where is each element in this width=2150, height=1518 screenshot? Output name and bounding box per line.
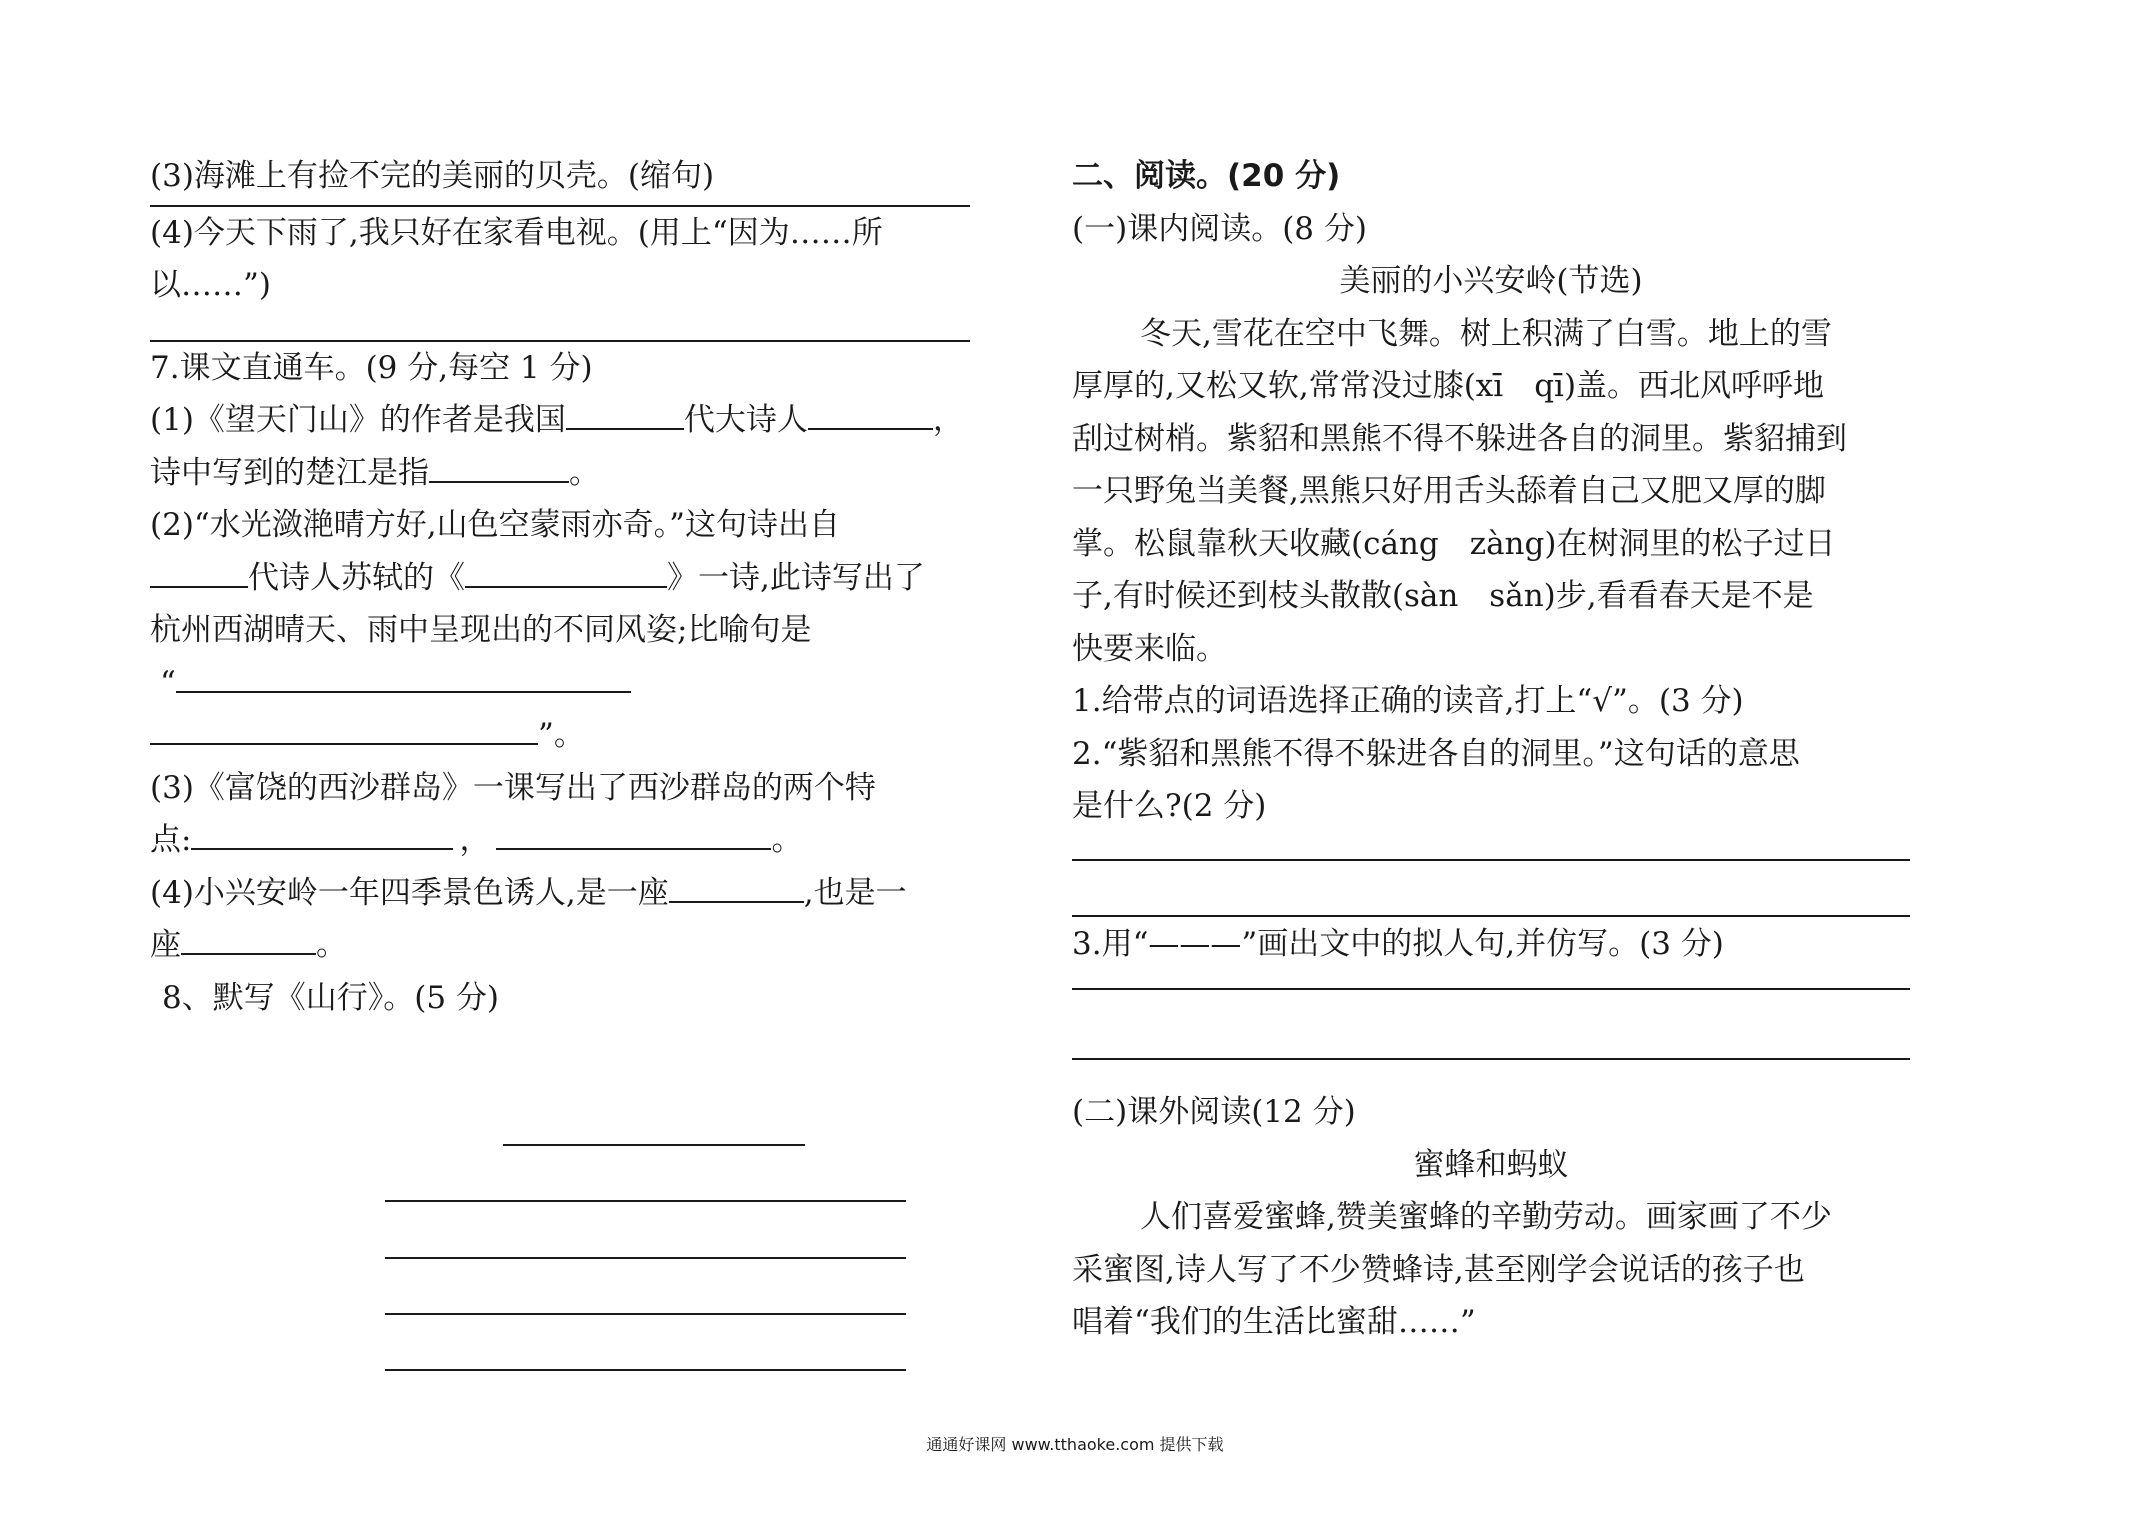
q7-2-text-f: ”。	[538, 717, 585, 753]
q7-4-text-a: (4)小兴安岭一年四季景色诱人,是一座	[150, 874, 669, 911]
q7-1-blank-dynasty	[566, 398, 684, 430]
reading-q2-b: 是什么?(2 分)	[1072, 788, 1267, 824]
q8-poem-title-line	[503, 1144, 805, 1146]
reading-q2-answer-line-1	[1072, 857, 1910, 861]
q7-2-text-b: 代诗人苏轼的《	[248, 559, 465, 596]
q7-1-text-d: 诗中写到的楚江是指	[150, 454, 429, 491]
passage1-line: 子,有时候还到枝头散散(sàn sǎn)步,看看春天是不是	[1072, 578, 1814, 614]
footer-credit: 通通好课网 www.tthaoke.com 提供下载	[926, 1435, 1224, 1454]
right-column	[1072, 150, 1910, 1349]
reading-q2-a: 2.“紫貂和黑熊不得不躲进各自的洞里。”这句话的意思	[1072, 735, 1800, 772]
passage1-line: 冬天,雪花在空中飞舞。树上积满了白雪。地上的雪	[1140, 315, 1832, 352]
q8-title: 8、默写《山行》。(5 分)	[162, 979, 499, 1016]
q7-2-blank-simile-b	[150, 713, 538, 745]
reading-q2-answer-line-2	[1072, 913, 1910, 917]
q7-3-text-b: 点:	[150, 822, 192, 858]
q8-poem-line-1	[385, 1200, 906, 1202]
q7-2-blank-poem	[465, 556, 667, 588]
q8-poem-line-3	[385, 1313, 906, 1315]
q7-2-line-f	[150, 709, 970, 762]
passage2-title: 蜜蜂和蚂蚁	[1413, 1146, 1569, 1183]
q7-1-blank-river	[429, 451, 569, 483]
q7-3-text-c: ，	[459, 822, 491, 858]
q7-4-text-d: 。	[316, 927, 347, 963]
q6-3-text: (3)海滩上有捡不完的美丽的贝壳。(缩句)	[150, 158, 715, 194]
q7-4-line-a	[150, 867, 970, 920]
q7-4-line-b	[150, 919, 970, 972]
q7-2-line-b	[150, 552, 970, 605]
left-column	[150, 150, 970, 1024]
q7-3-blank-feature-2	[496, 818, 771, 850]
q7-2-text-e: “	[160, 664, 176, 701]
q7-1-line-b	[150, 447, 970, 500]
q7-1-text-e: 。	[569, 454, 600, 491]
passage2-line: 人们喜爱蜜蜂,赞美蜜蜂的辛勤劳动。画家画了不少	[1140, 1199, 1832, 1235]
q7-1-text-b: 代大诗人	[683, 402, 808, 438]
q7-2-blank-dynasty	[150, 556, 248, 588]
q6-4-text-a: (4)今天下雨了,我只好在家看电视。(用上“因为……所	[150, 214, 883, 251]
reading-q3-answer-line-2	[1072, 1056, 1910, 1060]
reading-part1-title: (一)课内阅读。(8 分)	[1072, 210, 1367, 247]
q8-poem-line-2	[385, 1257, 906, 1259]
q7-2-line-a: (2)“水光潋滟晴方好,山色空蒙雨亦奇。”这句诗出自	[150, 507, 840, 543]
q7-4-blank-2	[181, 923, 316, 955]
passage2-line: 唱着“我们的生活比蜜甜……”	[1072, 1304, 1476, 1340]
q7-1-blank-poet	[808, 398, 933, 430]
q7-3-text-d: 。	[771, 822, 803, 858]
q6-4-text-b: 以……”)	[150, 267, 271, 303]
passage1-title: 美丽的小兴安岭(节选)	[1339, 263, 1643, 299]
q7-1-text-a: (1)《望天门山》的作者是我国	[150, 402, 566, 438]
q7-1-text-c: ，	[932, 402, 964, 438]
q7-2-line-e	[150, 657, 970, 710]
q7-3-line-b	[150, 814, 970, 867]
reading-section-title: 二、阅读。(20 分)	[1072, 158, 1341, 194]
q7-2-blank-simile-a	[176, 661, 631, 693]
reading-q3: 3.用“———”画出文中的拟人句,并仿写。(3 分)	[1072, 925, 1724, 962]
q7-4-blank-1	[669, 871, 804, 903]
q7-2-text-c: 》一诗,此诗写出了	[667, 559, 925, 596]
passage1-line: 一只野兔当美餐,黑熊只好用舌头舔着自己又肥又厚的脚	[1072, 473, 1826, 509]
q7-4-text-c: 座	[150, 927, 181, 963]
q8-poem-line-4	[385, 1369, 906, 1371]
reading-q3-answer-line-1	[1072, 986, 1910, 990]
reading-q1: 1.给带点的词语选择正确的读音,打上“√”。(3 分)	[1072, 683, 1744, 719]
reading-part2-title: (二)课外阅读(12 分)	[1072, 1094, 1356, 1130]
passage2-line: 采蜜图,诗人写了不少赞蜂诗,甚至刚学会说话的孩子也	[1072, 1251, 1805, 1288]
q7-3-blank-feature-1	[191, 818, 453, 850]
q7-4-text-b: ,也是一	[803, 874, 907, 911]
q7-title: 7.课文直通车。(9 分,每空 1 分)	[150, 349, 593, 386]
q7-2-line-d: 杭州西湖晴天、雨中呈现出的不同风姿;比喻句是	[150, 612, 812, 648]
passage1-line: 掌。松鼠靠秋天收藏(cáng zàng)在树洞里的松子过日	[1072, 525, 1836, 562]
q7-1-line-a	[150, 394, 970, 447]
q7-3-line-a: (3)《富饶的西沙群岛》一课写出了西沙群岛的两个特	[150, 769, 876, 806]
passage1-line: 厚厚的,又松又软,常常没过膝(xī qī)盖。西北风呼呼地	[1072, 368, 1825, 404]
passage1-line: 刮过树梢。紫貂和黑熊不得不躲进各自的洞里。紫貂捕到	[1072, 420, 1847, 457]
passage1-line: 快要来临。	[1072, 630, 1227, 667]
